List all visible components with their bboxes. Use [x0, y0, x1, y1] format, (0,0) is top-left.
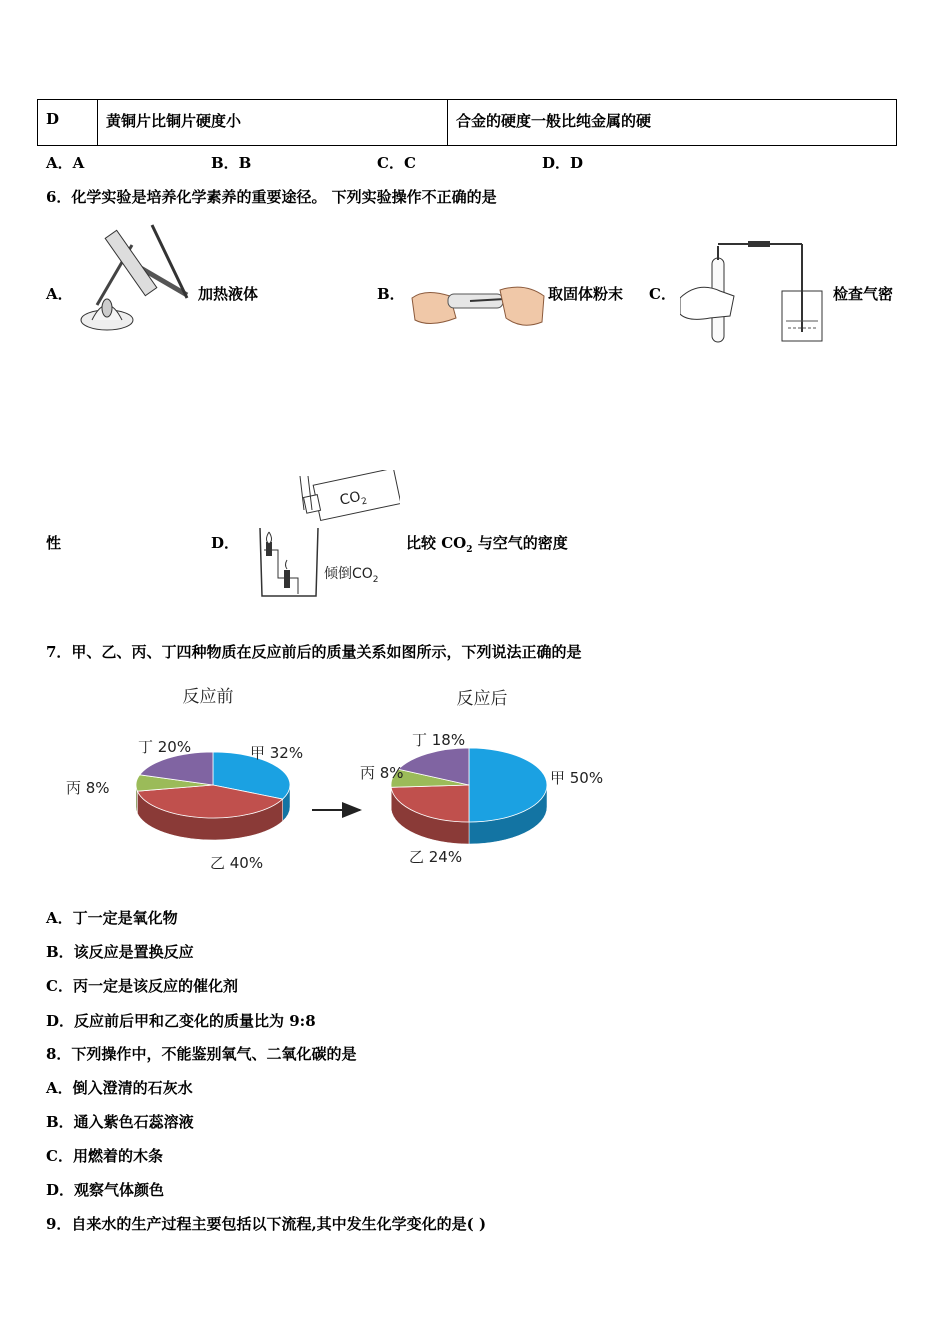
- q6-option-a-letter[interactable]: A．: [46, 285, 73, 303]
- table-cell-phenomenon: 黄铜片比铜片硬度小: [98, 100, 448, 146]
- heating-liquid-illustration: [72, 220, 194, 338]
- q7-option-b[interactable]: B．该反应是置换反应: [46, 943, 194, 961]
- q6-option-d-text: 比较 $CO_2$ 与空气的密度: [406, 534, 568, 555]
- q6-option-c-letter[interactable]: C．: [649, 285, 676, 303]
- pie-label-丙: 丙 8%: [66, 779, 110, 797]
- table-cell-explanation: 合金的硬度一般比纯金属的硬: [448, 100, 897, 146]
- pie-before: [66, 687, 303, 872]
- q7-option-c[interactable]: C．丙一定是该反应的催化剂: [46, 977, 238, 995]
- q8-option-c[interactable]: C．用燃着的木条: [46, 1147, 163, 1165]
- bottle-label: $CO_2$: [338, 488, 369, 509]
- pie-label-乙: 乙 40%: [210, 854, 264, 872]
- q6-option-b-letter[interactable]: B．: [377, 285, 405, 303]
- airtightness-check-illustration: [680, 236, 828, 346]
- table-row: [38, 100, 897, 146]
- powder-spatula-illustration: [410, 278, 546, 336]
- q5-option-d[interactable]: D．D: [542, 154, 584, 172]
- pie-label-丙: 丙 8%: [360, 764, 404, 782]
- q6-option-c-text-continued: 性: [46, 534, 62, 552]
- co2-caption: 倾倒$CO_2$: [324, 566, 379, 585]
- q7-stem: 7．甲、乙、丙、丁四种物质在反应前后的质量关系如图所示，下列说法正确的是: [46, 643, 582, 661]
- answer-table: [37, 99, 897, 146]
- q5-option-c[interactable]: C．C: [377, 154, 416, 172]
- q9-stem: 9．自来水的生产过程主要包括以下流程,其中发生化学变化的是( ): [46, 1215, 487, 1233]
- q8-option-a[interactable]: A．倒入澄清的石灰水: [46, 1079, 193, 1097]
- q6-option-d-letter[interactable]: D．: [211, 534, 240, 552]
- q7-option-a[interactable]: A．丁一定是氧化物: [46, 909, 178, 927]
- q6-stem: 6．化学实验是培养化学素养的重要途径。 下列实验操作不正确的是: [46, 188, 497, 206]
- q5-option-b[interactable]: B．B: [211, 154, 252, 172]
- q6-option-c-text: 检查气密: [833, 285, 894, 303]
- pie-label-甲: 甲 32%: [250, 744, 304, 762]
- pie-label-丁: 丁 20%: [138, 738, 192, 756]
- pie-label-甲: 甲 50%: [550, 769, 604, 787]
- q8-option-b[interactable]: B．通入紫色石蕊溶液: [46, 1113, 194, 1131]
- pie-label-乙: 乙 24%: [409, 848, 463, 866]
- q8-stem: 8．下列操作中，不能鉴别氧气、二氧化碳的是: [46, 1045, 357, 1063]
- pie-label-丁: 丁 18%: [412, 731, 466, 749]
- pie-charts: [60, 680, 620, 880]
- pie-title: 反应后: [456, 689, 508, 709]
- q6-option-b-text: 取固体粉末: [548, 285, 624, 303]
- table-cell-option: D: [38, 100, 98, 146]
- co2-pour-illustration: [254, 470, 400, 600]
- q6-option-a-text: 加热液体: [198, 285, 259, 303]
- pie-title: 反应前: [182, 687, 234, 707]
- q5-option-a[interactable]: A．A: [46, 154, 85, 172]
- q7-option-d[interactable]: D．反应前后甲和乙变化的质量比为 9:8: [46, 1012, 316, 1030]
- pie-after: [360, 689, 603, 866]
- q8-option-d[interactable]: D．观察气体颜色: [46, 1181, 165, 1199]
